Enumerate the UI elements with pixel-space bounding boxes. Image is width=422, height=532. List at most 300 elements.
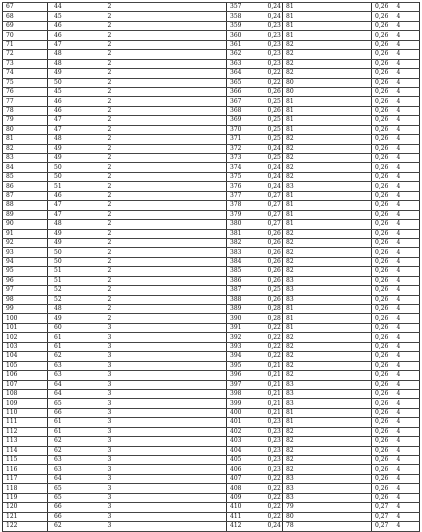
table-row <box>3 220 420 229</box>
cell-id: 391 <box>227 323 283 332</box>
cell-value-b: 83 <box>283 286 340 295</box>
cell-index: 104 <box>3 352 48 361</box>
cell-ratio-a: 0,24 <box>190 172 227 181</box>
cell-group: 3 <box>105 512 190 521</box>
cell-value-a: 64 <box>48 474 105 483</box>
cell-index: 112 <box>3 427 48 436</box>
cell-index: 107 <box>3 380 48 389</box>
cell-value-a: 63 <box>48 361 105 370</box>
cell-ratio-b: 0,26 <box>372 314 420 323</box>
table-row <box>3 503 420 512</box>
cell-ratio-b: 0,26 <box>372 154 420 163</box>
cell-value-b: 82 <box>283 371 340 380</box>
cell-ratio-b: 0,26 <box>372 333 420 342</box>
cell-id: 374 <box>227 163 283 172</box>
cell-ratio-b: 0,26 <box>372 3 420 12</box>
cell-category: 4 <box>340 418 372 427</box>
cell-value-a: 61 <box>48 418 105 427</box>
cell-value-a: 62 <box>48 522 105 531</box>
cell-index: 120 <box>3 503 48 512</box>
cell-ratio-b: 0,26 <box>372 437 420 446</box>
cell-category: 4 <box>340 59 372 68</box>
cell-id: 366 <box>227 87 283 96</box>
cell-value-a: 65 <box>48 484 105 493</box>
cell-id: 372 <box>227 144 283 153</box>
cell-value-a: 51 <box>48 276 105 285</box>
cell-ratio-a: 0,26 <box>190 276 227 285</box>
cell-category: 4 <box>340 172 372 181</box>
cell-index: 114 <box>3 446 48 455</box>
cell-value-a: 50 <box>48 257 105 266</box>
cell-group: 2 <box>105 69 190 78</box>
cell-value-a: 49 <box>48 69 105 78</box>
cell-value-b: 81 <box>283 3 340 12</box>
cell-value-a: 50 <box>48 78 105 87</box>
cell-group: 2 <box>105 248 190 257</box>
cell-group: 3 <box>105 399 190 408</box>
cell-index: 97 <box>3 286 48 295</box>
cell-group: 3 <box>105 333 190 342</box>
cell-ratio-a: 0,25 <box>190 116 227 125</box>
cell-value-b: 81 <box>283 210 340 219</box>
cell-id: 393 <box>227 342 283 351</box>
cell-index: 88 <box>3 201 48 210</box>
cell-value-a: 46 <box>48 97 105 106</box>
table-row <box>3 12 420 21</box>
table-row <box>3 172 420 181</box>
cell-category: 4 <box>340 474 372 483</box>
cell-group: 2 <box>105 116 190 125</box>
cell-index: 103 <box>3 342 48 351</box>
data-table <box>2 2 420 532</box>
cell-group: 2 <box>105 229 190 238</box>
cell-ratio-a: 0,26 <box>190 295 227 304</box>
cell-category: 4 <box>340 40 372 49</box>
cell-ratio-b: 0,26 <box>372 352 420 361</box>
table-row <box>3 144 420 153</box>
cell-id: 362 <box>227 50 283 59</box>
cell-ratio-b: 0,26 <box>372 21 420 30</box>
cell-value-b: 82 <box>283 144 340 153</box>
cell-index: 71 <box>3 40 48 49</box>
cell-value-a: 61 <box>48 342 105 351</box>
table-row <box>3 163 420 172</box>
cell-category: 4 <box>340 371 372 380</box>
cell-value-b: 82 <box>283 238 340 247</box>
cell-group: 3 <box>105 361 190 370</box>
cell-value-a: 48 <box>48 220 105 229</box>
table-row <box>3 97 420 106</box>
cell-ratio-a: 0,22 <box>190 503 227 512</box>
cell-ratio-b: 0,26 <box>372 238 420 247</box>
cell-group: 3 <box>105 418 190 427</box>
cell-category: 4 <box>340 267 372 276</box>
cell-value-b: 81 <box>283 418 340 427</box>
cell-group: 3 <box>105 522 190 531</box>
cell-ratio-a: 0,22 <box>190 474 227 483</box>
cell-ratio-a: 0,24 <box>190 163 227 172</box>
cell-group: 2 <box>105 135 190 144</box>
cell-category: 4 <box>340 522 372 531</box>
cell-ratio-a: 0,24 <box>190 3 227 12</box>
cell-index: 102 <box>3 333 48 342</box>
cell-category: 4 <box>340 389 372 398</box>
cell-index: 116 <box>3 465 48 474</box>
cell-ratio-b: 0,26 <box>372 493 420 502</box>
cell-ratio-b: 0,26 <box>372 248 420 257</box>
cell-ratio-b: 0,26 <box>372 465 420 474</box>
cell-category: 4 <box>340 69 372 78</box>
cell-index: 96 <box>3 276 48 285</box>
cell-category: 4 <box>340 276 372 285</box>
cell-category: 4 <box>340 380 372 389</box>
cell-value-b: 82 <box>283 342 340 351</box>
cell-ratio-a: 0,28 <box>190 305 227 314</box>
cell-category: 4 <box>340 323 372 332</box>
cell-ratio-a: 0,23 <box>190 40 227 49</box>
cell-value-a: 49 <box>48 238 105 247</box>
table-row <box>3 456 420 465</box>
cell-ratio-b: 0,26 <box>372 389 420 398</box>
cell-value-b: 83 <box>283 389 340 398</box>
table-row <box>3 201 420 210</box>
table-row <box>3 276 420 285</box>
cell-index: 118 <box>3 484 48 493</box>
cell-value-b: 82 <box>283 361 340 370</box>
table-row <box>3 182 420 191</box>
cell-id: 396 <box>227 371 283 380</box>
cell-value-b: 83 <box>283 399 340 408</box>
cell-index: 105 <box>3 361 48 370</box>
cell-value-b: 81 <box>283 12 340 21</box>
cell-category: 4 <box>340 87 372 96</box>
cell-value-b: 81 <box>283 314 340 323</box>
table-row <box>3 314 420 323</box>
cell-ratio-b: 0,26 <box>372 474 420 483</box>
cell-value-b: 78 <box>283 522 340 531</box>
cell-ratio-a: 0,25 <box>190 125 227 134</box>
cell-group: 2 <box>105 125 190 134</box>
cell-value-b: 80 <box>283 78 340 87</box>
cell-ratio-b: 0,26 <box>372 229 420 238</box>
cell-category: 4 <box>340 437 372 446</box>
cell-ratio-b: 0,26 <box>372 371 420 380</box>
cell-ratio-a: 0,26 <box>190 238 227 247</box>
cell-category: 4 <box>340 342 372 351</box>
cell-value-a: 49 <box>48 229 105 238</box>
cell-ratio-a: 0,23 <box>190 456 227 465</box>
cell-index: 117 <box>3 474 48 483</box>
table-row <box>3 484 420 493</box>
cell-group: 2 <box>105 31 190 40</box>
cell-ratio-b: 0,26 <box>372 305 420 314</box>
cell-id: 412 <box>227 522 283 531</box>
cell-value-a: 48 <box>48 305 105 314</box>
cell-ratio-b: 0,26 <box>372 276 420 285</box>
cell-ratio-b: 0,26 <box>372 380 420 389</box>
cell-ratio-a: 0,23 <box>190 437 227 446</box>
cell-index: 113 <box>3 437 48 446</box>
cell-ratio-a: 0,26 <box>190 106 227 115</box>
table-row <box>3 40 420 49</box>
cell-ratio-b: 0,26 <box>372 267 420 276</box>
table-row <box>3 380 420 389</box>
cell-value-b: 80 <box>283 87 340 96</box>
cell-index: 86 <box>3 182 48 191</box>
table-row <box>3 446 420 455</box>
table-row <box>3 427 420 436</box>
cell-group: 2 <box>105 12 190 21</box>
cell-value-b: 83 <box>283 380 340 389</box>
cell-value-a: 62 <box>48 446 105 455</box>
cell-value-b: 82 <box>283 437 340 446</box>
cell-id: 378 <box>227 201 283 210</box>
cell-ratio-b: 0,26 <box>372 399 420 408</box>
cell-index: 84 <box>3 163 48 172</box>
cell-category: 4 <box>340 456 372 465</box>
cell-index: 78 <box>3 106 48 115</box>
cell-id: 373 <box>227 154 283 163</box>
cell-ratio-a: 0,24 <box>190 144 227 153</box>
cell-value-a: 63 <box>48 465 105 474</box>
cell-ratio-a: 0,22 <box>190 493 227 502</box>
cell-index: 94 <box>3 257 48 266</box>
cell-category: 4 <box>340 361 372 370</box>
cell-index: 121 <box>3 512 48 521</box>
cell-index: 75 <box>3 78 48 87</box>
cell-ratio-b: 0,26 <box>372 182 420 191</box>
cell-category: 4 <box>340 399 372 408</box>
cell-category: 4 <box>340 238 372 247</box>
table-row <box>3 389 420 398</box>
cell-group: 2 <box>105 201 190 210</box>
cell-index: 81 <box>3 135 48 144</box>
cell-ratio-a: 0,22 <box>190 352 227 361</box>
cell-index: 89 <box>3 210 48 219</box>
cell-ratio-b: 0,26 <box>372 144 420 153</box>
cell-ratio-b: 0,26 <box>372 135 420 144</box>
cell-ratio-b: 0,26 <box>372 201 420 210</box>
cell-ratio-b: 0,26 <box>372 191 420 200</box>
table-row <box>3 323 420 332</box>
cell-ratio-b: 0,26 <box>372 78 420 87</box>
cell-value-b: 81 <box>283 191 340 200</box>
cell-index: 77 <box>3 97 48 106</box>
cell-id: 369 <box>227 116 283 125</box>
cell-group: 2 <box>105 3 190 12</box>
cell-id: 388 <box>227 295 283 304</box>
cell-value-a: 62 <box>48 437 105 446</box>
cell-index: 90 <box>3 220 48 229</box>
cell-group: 2 <box>105 314 190 323</box>
cell-id: 370 <box>227 125 283 134</box>
cell-ratio-b: 0,26 <box>372 50 420 59</box>
table-row <box>3 78 420 87</box>
cell-value-b: 82 <box>283 465 340 474</box>
cell-category: 4 <box>340 305 372 314</box>
cell-id: 390 <box>227 314 283 323</box>
cell-value-a: 46 <box>48 106 105 115</box>
cell-group: 2 <box>105 78 190 87</box>
cell-index: 110 <box>3 408 48 417</box>
cell-value-b: 82 <box>283 446 340 455</box>
cell-category: 4 <box>340 163 372 172</box>
cell-id: 406 <box>227 465 283 474</box>
cell-ratio-a: 0,21 <box>190 380 227 389</box>
cell-ratio-a: 0,21 <box>190 371 227 380</box>
cell-value-a: 49 <box>48 314 105 323</box>
cell-value-b: 81 <box>283 21 340 30</box>
cell-value-a: 51 <box>48 267 105 276</box>
cell-category: 4 <box>340 50 372 59</box>
table-row <box>3 342 420 351</box>
cell-group: 3 <box>105 437 190 446</box>
cell-value-a: 49 <box>48 154 105 163</box>
table-row <box>3 229 420 238</box>
cell-category: 4 <box>340 446 372 455</box>
cell-category: 4 <box>340 333 372 342</box>
cell-category: 4 <box>340 78 372 87</box>
cell-value-a: 63 <box>48 371 105 380</box>
cell-id: 402 <box>227 427 283 436</box>
cell-group: 2 <box>105 40 190 49</box>
table-row <box>3 21 420 30</box>
cell-group: 2 <box>105 97 190 106</box>
table-row <box>3 408 420 417</box>
cell-value-b: 81 <box>283 97 340 106</box>
cell-ratio-a: 0,23 <box>190 31 227 40</box>
cell-value-b: 83 <box>283 484 340 493</box>
cell-category: 4 <box>340 125 372 134</box>
cell-value-b: 82 <box>283 352 340 361</box>
cell-category: 4 <box>340 408 372 417</box>
table-row <box>3 371 420 380</box>
cell-index: 69 <box>3 21 48 30</box>
cell-ratio-a: 0,21 <box>190 399 227 408</box>
cell-value-a: 46 <box>48 191 105 200</box>
cell-index: 92 <box>3 238 48 247</box>
cell-ratio-b: 0,26 <box>372 172 420 181</box>
table-row <box>3 125 420 134</box>
cell-id: 400 <box>227 408 283 417</box>
cell-id: 392 <box>227 333 283 342</box>
cell-id: 405 <box>227 456 283 465</box>
cell-ratio-b: 0,26 <box>372 427 420 436</box>
cell-group: 2 <box>105 21 190 30</box>
cell-category: 4 <box>340 201 372 210</box>
cell-group: 3 <box>105 484 190 493</box>
cell-ratio-b: 0,26 <box>372 456 420 465</box>
cell-value-b: 83 <box>283 276 340 285</box>
cell-group: 2 <box>105 163 190 172</box>
cell-index: 91 <box>3 229 48 238</box>
cell-value-b: 83 <box>283 493 340 502</box>
cell-ratio-b: 0,26 <box>372 125 420 134</box>
cell-category: 4 <box>340 210 372 219</box>
cell-ratio-a: 0,27 <box>190 191 227 200</box>
table-row <box>3 69 420 78</box>
cell-ratio-a: 0,25 <box>190 154 227 163</box>
cell-value-a: 46 <box>48 31 105 40</box>
table-row <box>3 210 420 219</box>
table-row <box>3 31 420 40</box>
cell-value-b: 82 <box>283 59 340 68</box>
cell-value-a: 45 <box>48 12 105 21</box>
cell-id: 375 <box>227 172 283 181</box>
cell-ratio-b: 0,27 <box>372 512 420 521</box>
table-row <box>3 333 420 342</box>
cell-value-a: 47 <box>48 201 105 210</box>
cell-ratio-b: 0,26 <box>372 106 420 115</box>
cell-group: 3 <box>105 323 190 332</box>
cell-value-a: 44 <box>48 3 105 12</box>
cell-ratio-b: 0,26 <box>372 163 420 172</box>
cell-id: 395 <box>227 361 283 370</box>
cell-ratio-b: 0,26 <box>372 446 420 455</box>
cell-value-b: 81 <box>283 305 340 314</box>
cell-group: 3 <box>105 352 190 361</box>
cell-id: 368 <box>227 106 283 115</box>
cell-category: 4 <box>340 493 372 502</box>
cell-category: 4 <box>340 106 372 115</box>
cell-index: 85 <box>3 172 48 181</box>
table-row <box>3 248 420 257</box>
cell-ratio-b: 0,26 <box>372 361 420 370</box>
cell-ratio-b: 0,26 <box>372 12 420 21</box>
cell-value-a: 63 <box>48 456 105 465</box>
cell-value-a: 50 <box>48 172 105 181</box>
cell-ratio-b: 0,26 <box>372 295 420 304</box>
cell-ratio-a: 0,26 <box>190 248 227 257</box>
cell-value-a: 45 <box>48 87 105 96</box>
cell-value-b: 80 <box>283 512 340 521</box>
cell-ratio-b: 0,26 <box>372 323 420 332</box>
cell-id: 358 <box>227 12 283 21</box>
cell-id: 389 <box>227 305 283 314</box>
cell-index: 79 <box>3 116 48 125</box>
cell-group: 2 <box>105 210 190 219</box>
cell-ratio-b: 0,26 <box>372 257 420 266</box>
cell-group: 2 <box>105 59 190 68</box>
cell-value-a: 65 <box>48 399 105 408</box>
cell-id: 371 <box>227 135 283 144</box>
table-row <box>3 305 420 314</box>
cell-ratio-a: 0,28 <box>190 314 227 323</box>
cell-value-b: 83 <box>283 295 340 304</box>
table-row <box>3 399 420 408</box>
cell-ratio-a: 0,23 <box>190 59 227 68</box>
cell-value-b: 82 <box>283 50 340 59</box>
cell-id: 359 <box>227 21 283 30</box>
table-row <box>3 87 420 96</box>
cell-category: 4 <box>340 295 372 304</box>
cell-category: 4 <box>340 503 372 512</box>
cell-ratio-a: 0,25 <box>190 135 227 144</box>
cell-group: 2 <box>105 286 190 295</box>
cell-value-a: 47 <box>48 125 105 134</box>
table-row <box>3 474 420 483</box>
cell-id: 384 <box>227 257 283 266</box>
cell-index: 109 <box>3 399 48 408</box>
cell-value-a: 65 <box>48 493 105 502</box>
cell-category: 4 <box>340 314 372 323</box>
cell-value-b: 82 <box>283 333 340 342</box>
cell-id: 380 <box>227 220 283 229</box>
cell-group: 2 <box>105 172 190 181</box>
table-row <box>3 295 420 304</box>
cell-id: 411 <box>227 512 283 521</box>
table-row <box>3 522 420 531</box>
